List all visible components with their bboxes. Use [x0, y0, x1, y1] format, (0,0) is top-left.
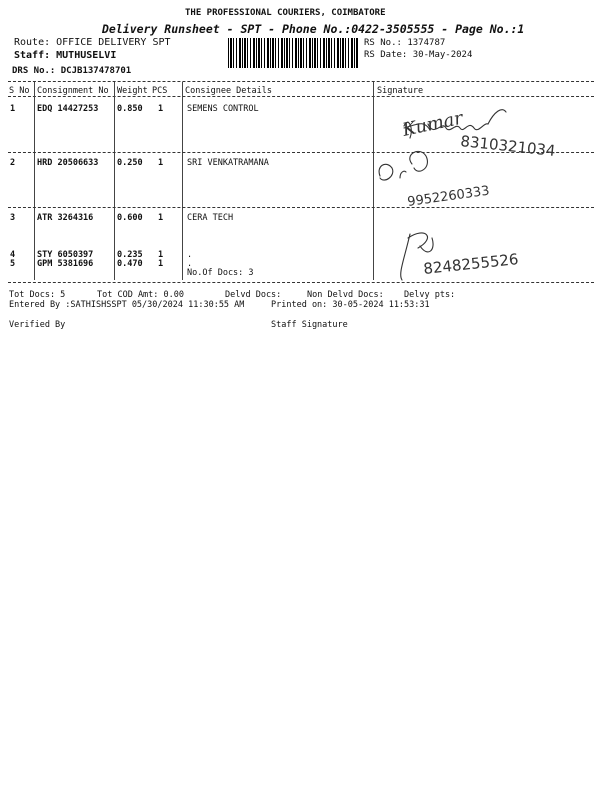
row-consignee: CERA TECH — [187, 213, 234, 223]
row-sno: 4 — [10, 250, 16, 260]
entered-by: Entered By :SATHISHSSPT 05/30/2024 11:30:55 AM — [9, 300, 245, 310]
tot-cod: Tot COD Amt: 0.00 — [97, 290, 184, 300]
delvy-pts: Delvy pts: — [404, 290, 456, 300]
route: Route: OFFICE DELIVERY SPT — [14, 37, 171, 48]
row-sno: 1 — [10, 104, 16, 114]
row-consignment: STY 6050397 — [37, 250, 94, 260]
row-pcs: 1 — [158, 250, 164, 260]
row-consignee: . — [187, 250, 193, 260]
row-weight: 0.235 — [117, 250, 143, 260]
drs-number: DRS No.: DCJB137478701 — [12, 66, 132, 76]
sig1-name: Kumar — [400, 107, 465, 141]
tot-docs: Tot Docs: 5 — [9, 290, 66, 300]
row-weight: 0.250 — [117, 158, 143, 168]
col-sno: S No — [9, 86, 30, 96]
sig2-phone: 9952260333 — [406, 183, 491, 210]
barcode — [228, 38, 358, 68]
row-consignment: GPM 5381696 — [37, 259, 94, 269]
row-consignee: SEMENS CONTROL — [187, 104, 259, 114]
col-consignment: Consignment No — [37, 86, 109, 96]
row-pcs: 1 — [158, 158, 164, 168]
row-weight: 0.600 — [117, 213, 143, 223]
row-sno: 5 — [10, 259, 16, 269]
row-weight: 0.470 — [117, 259, 143, 269]
staff-signature: Staff Signature — [271, 320, 348, 330]
company-name: THE PROFESSIONAL COURIERS, COIMBATORE — [185, 8, 386, 18]
col-consignee: Consignee Details — [185, 86, 272, 96]
row-consignment: ATR 3264316 — [37, 213, 94, 223]
sig1-phone: 8310321034 — [459, 132, 557, 160]
row-consignee: . — [187, 259, 193, 269]
no-of-docs: No.Of Docs: 3 — [187, 268, 254, 278]
printed-on: Printed on: 30-05-2024 11:53:31 — [271, 300, 430, 310]
col-weight: Weight — [117, 86, 148, 96]
row-pcs: 1 — [158, 104, 164, 114]
runsheet-title: Delivery Runsheet - SPT - Phone No.:0422-3505555 - Page No.:1 — [102, 22, 525, 36]
rs-date: RS Date: 30-May-2024 — [364, 50, 473, 60]
non-delvd-docs: Non Delvd Docs: — [307, 290, 384, 300]
delvd-docs: Delvd Docs: — [225, 290, 282, 300]
row-sno: 3 — [10, 213, 16, 223]
verified-by: Verified By — [9, 320, 66, 330]
col-pcs: PCS — [152, 86, 168, 96]
sig3-phone: 8248255526 — [422, 250, 520, 278]
staff: Staff: MUTHUSELVI — [14, 50, 117, 61]
rs-number: RS No.: 1374787 — [364, 38, 446, 48]
row-pcs: 1 — [158, 213, 164, 223]
row-sno: 2 — [10, 158, 16, 168]
row-pcs: 1 — [158, 259, 164, 269]
col-signature: Signature — [377, 86, 424, 96]
row-consignee: SRI VENKATRAMANA — [187, 158, 269, 168]
row-consignment: HRD 20506633 — [37, 158, 99, 168]
row-weight: 0.850 — [117, 104, 143, 114]
row-consignment: EDQ 14427253 — [37, 104, 99, 114]
signature-scribbles — [374, 98, 594, 283]
